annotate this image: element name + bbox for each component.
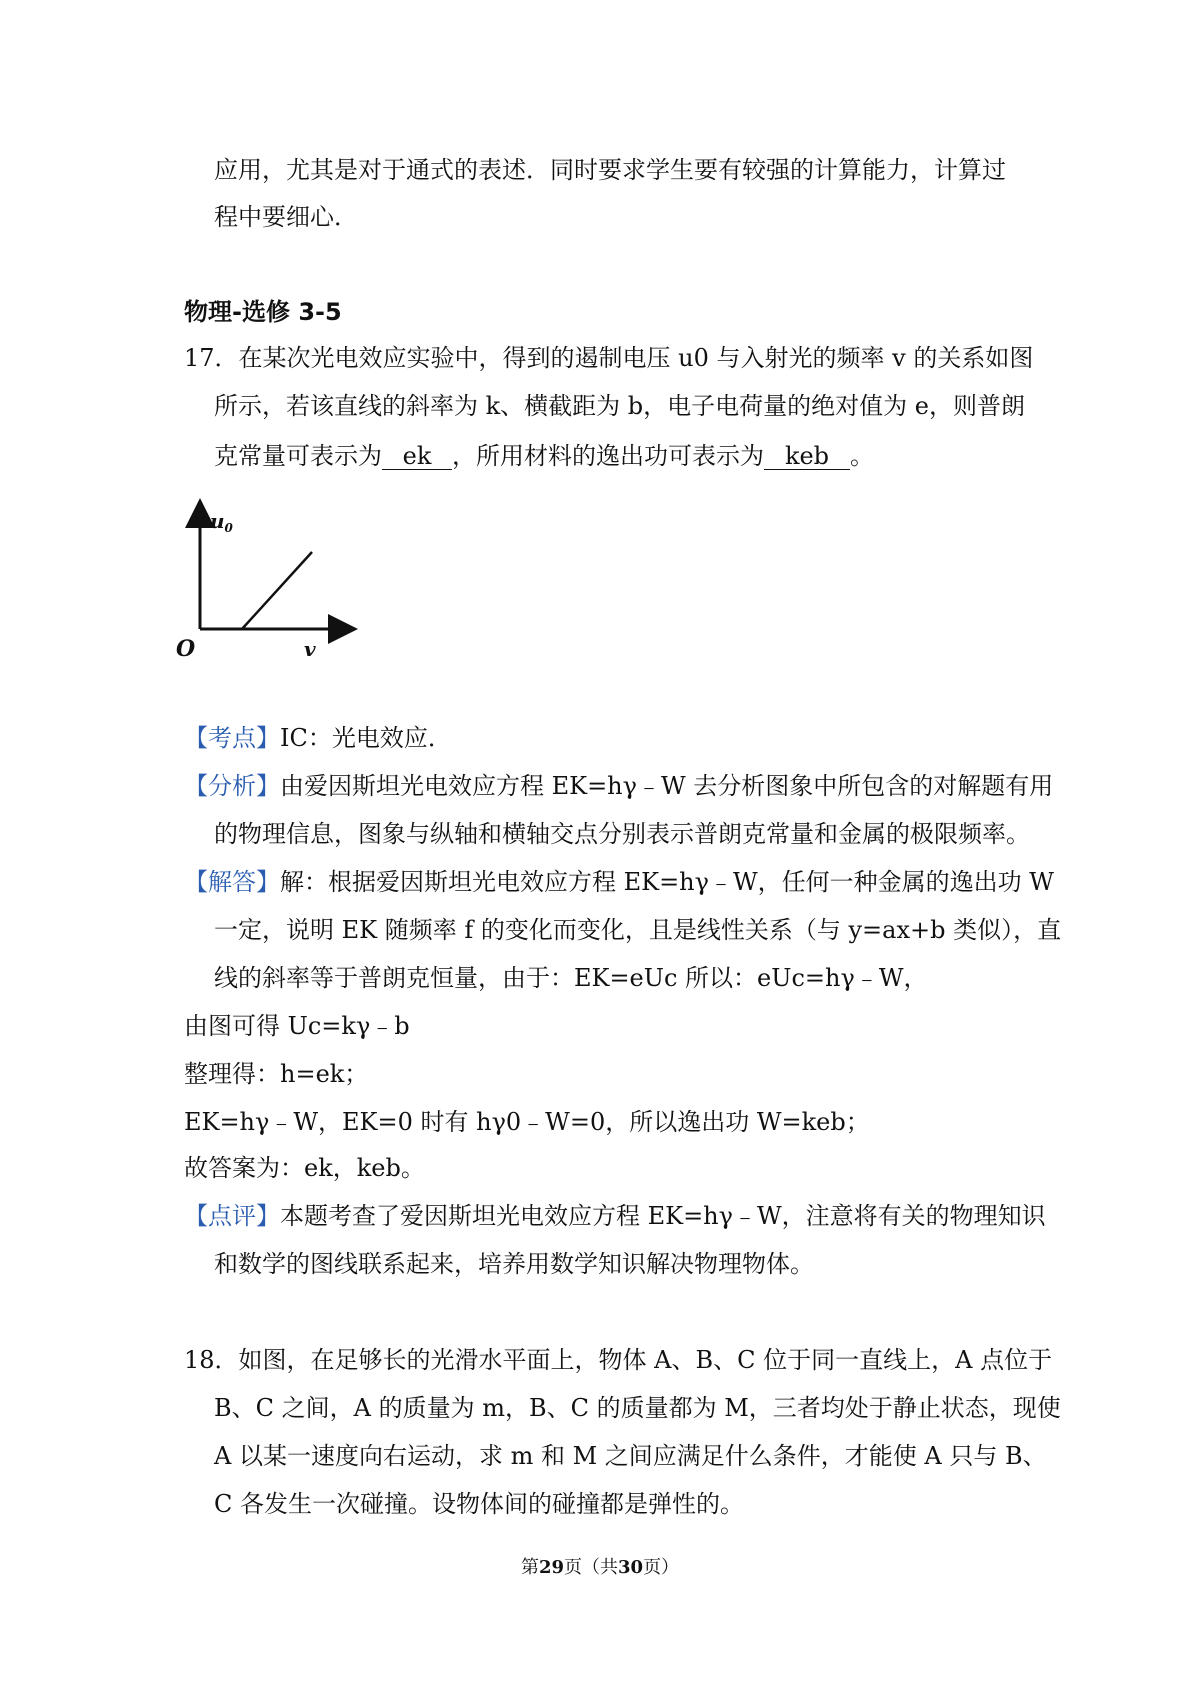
answer-summary-line: 故答案为：ek，keb。 — [184, 1154, 425, 1182]
kaodian-tag: 【考点】 — [184, 724, 280, 752]
q18-line-4: C 各发生一次碰撞。设物体间的碰撞都是弹性的。 — [214, 1490, 744, 1518]
intro-line-2: 程中要细心． — [214, 203, 358, 231]
jieda-line-1 — [184, 866, 1054, 898]
kaodian-line — [184, 722, 452, 754]
answer-blank-2: keb — [764, 443, 850, 470]
answer-blank-1: ek — [382, 443, 452, 470]
q17-line-2: 所示，若该直线的斜率为 k、横截距为 b，电子电荷量的绝对值为 e，则普朗 — [214, 392, 1025, 420]
footer-suffix: 页） — [643, 1557, 680, 1578]
footer-prefix: 第 — [520, 1557, 539, 1578]
q17-line-3 — [214, 440, 874, 472]
footer-page-number: 29 — [538, 1557, 564, 1578]
y-axis-label: $u_0$ — [210, 509, 233, 535]
q17-line-3-b: ，所用材料的逸出功可表示为 — [452, 442, 764, 470]
dianping-tag: 【点评】 — [184, 1202, 280, 1230]
jieda-text-1: 解：根据爱因斯坦光电效应方程 EK=hγ﹣W，任何一种金属的逸出功 W — [280, 868, 1054, 896]
q17-line-1: 17．在某次光电效应实验中，得到的遏制电压 u0 与入射光的频率 v 的关系如图 — [184, 344, 1034, 372]
solution-line-4: 由图可得 Uc=kγ﹣b — [184, 1012, 410, 1040]
jieda-tag: 【解答】 — [184, 868, 280, 896]
data-line — [242, 552, 312, 629]
q18-line-2: B、C 之间，A 的质量为 m，B、C 的质量都为 M，三者均处于静止状态，现使 — [214, 1394, 1061, 1422]
fenxi-tag: 【分析】 — [184, 772, 280, 800]
dianping-line-2: 和数学的图线联系起来，培养用数学知识解决物理物体。 — [214, 1250, 814, 1278]
fenxi-line-1 — [184, 770, 1053, 802]
kaodian-text: IC：光电效应． — [280, 724, 452, 752]
page-footer — [0, 1556, 1200, 1580]
fenxi-text-1: 由爱因斯坦光电效应方程 EK=hγ﹣W 去分析图象中所包含的对解题有用 — [280, 772, 1054, 800]
x-axis-label: v — [304, 637, 316, 660]
jieda-line-2: 一定，说明 EK 随频率 f 的变化而变化，且是线性关系（与 y=ax+b 类似），直 — [214, 916, 1062, 944]
u0-vs-frequency-graph — [174, 494, 364, 660]
q18-line-1: 18．如图，在足够长的光滑水平面上，物体 A、B、C 位于同一直线上，A 点位于 — [184, 1346, 1053, 1374]
dianping-text-1: 本题考查了爱因斯坦光电效应方程 EK=hγ﹣W，注意将有关的物理知识 — [280, 1202, 1046, 1230]
dianping-line-1 — [184, 1200, 1046, 1232]
q18-line-3: A 以某一速度向右运动，求 m 和 M 之间应满足什么条件，才能使 A 只与 B、 — [214, 1442, 1047, 1470]
q17-line-3-a: 克常量可表示为 — [214, 442, 382, 470]
q17-line-3-c: 。 — [850, 442, 874, 470]
origin-label: O — [176, 636, 196, 660]
intro-line-1: 应用，尤其是对于通式的表述．同时要求学生要有较强的计算能力，计算过 — [214, 156, 1006, 184]
footer-total-pages: 30 — [618, 1557, 644, 1578]
solution-line-5: 整理得：h=ek； — [184, 1060, 369, 1088]
jieda-line-3: 线的斜率等于普朗克恒量，由于：EK=eUc 所以：eUc=hγ﹣W， — [214, 964, 928, 992]
footer-mid: 页（共 — [564, 1557, 618, 1578]
section-title: 物理-选修 3-5 — [184, 298, 342, 326]
fenxi-line-2: 的物理信息，图象与纵轴和横轴交点分别表示普朗克常量和金属的极限频率。 — [214, 820, 1030, 848]
solution-line-6: EK=hγ﹣W，EK=0 时有 hγ0﹣W=0，所以逸出功 W=keb； — [184, 1108, 870, 1136]
